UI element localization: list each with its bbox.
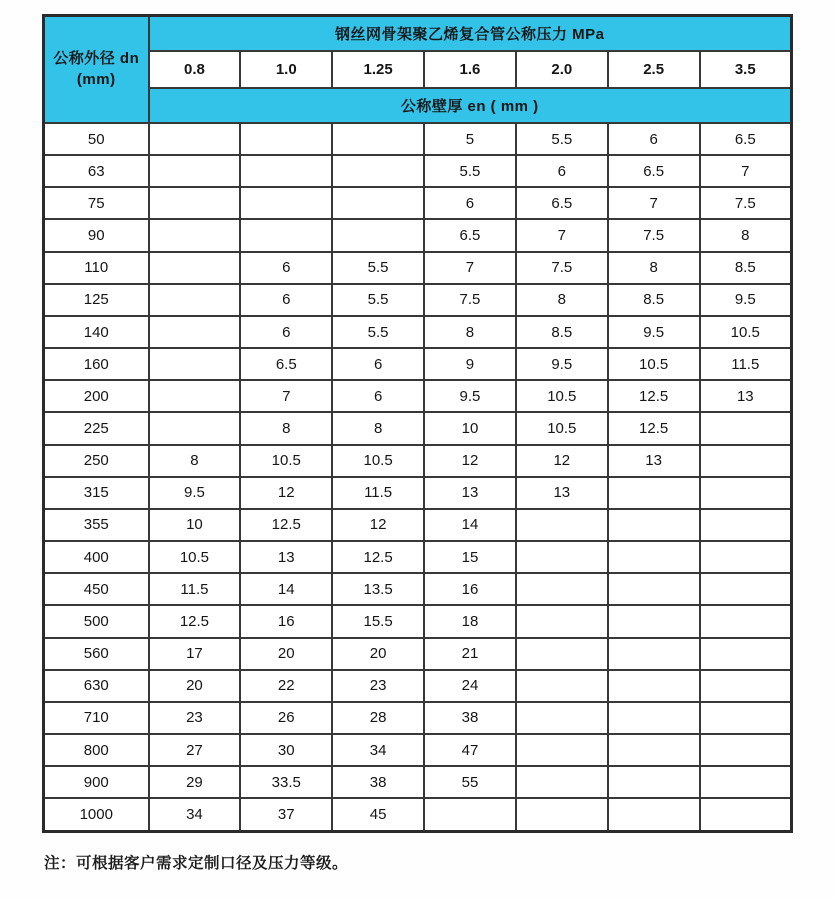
wall-thickness-cell: 5.5: [332, 252, 424, 284]
wall-thickness-cell: 23: [149, 702, 241, 734]
table-row: [44, 155, 792, 187]
wall-thickness-cell: 8.5: [608, 284, 700, 316]
wall-thickness-cell: 22: [240, 670, 332, 702]
dn-value-cell: 125: [44, 284, 149, 316]
wall-thickness-cell: [516, 702, 608, 734]
wall-thickness-cell: 14: [424, 509, 516, 541]
wall-thickness-cell: [608, 734, 700, 766]
table-row: [44, 219, 792, 251]
table-row: [44, 766, 792, 798]
wall-thickness-cell: 10.5: [240, 445, 332, 477]
dn-value-cell: 900: [44, 766, 149, 798]
wall-thickness-cell: 12: [424, 445, 516, 477]
wall-thickness-cell: 45: [332, 798, 424, 831]
wall-thickness-cell: [700, 766, 792, 798]
wall-thickness-cell: [516, 605, 608, 637]
dn-value-cell: 355: [44, 509, 149, 541]
wall-thickness-cell: [149, 187, 241, 219]
wall-thickness-cell: [608, 541, 700, 573]
wall-thickness-cell: 8: [332, 412, 424, 444]
table-row: [44, 509, 792, 541]
wall-thickness-cell: 9.5: [516, 348, 608, 380]
table-title-row: [44, 16, 792, 52]
wall-thickness-cell: 8: [608, 252, 700, 284]
wall-thickness-cell: 6: [608, 123, 700, 155]
pressure-col-header: 2.5: [608, 51, 700, 88]
dn-value-cell: 50: [44, 123, 149, 155]
wall-thickness-cell: [608, 573, 700, 605]
table-row: [44, 798, 792, 831]
wall-thickness-cell: 11.5: [332, 477, 424, 509]
table-title: 钢丝网骨架聚乙烯复合管公称压力 MPa: [149, 16, 792, 52]
wall-thickness-cell: 12.5: [608, 412, 700, 444]
wall-thickness-cell: 34: [332, 734, 424, 766]
wall-thickness-cell: 15.5: [332, 605, 424, 637]
wall-thickness-cell: 12.5: [608, 380, 700, 412]
wall-thickness-cell: 8.5: [700, 252, 792, 284]
wall-thickness-cell: 5: [424, 123, 516, 155]
dn-header-line1: 公称外径 dn: [53, 50, 140, 68]
wall-thickness-cell: 9.5: [424, 380, 516, 412]
wall-thickness-cell: 7.5: [516, 252, 608, 284]
wall-thickness-cell: 33.5: [240, 766, 332, 798]
table-row: [44, 734, 792, 766]
wall-thickness-cell: [700, 477, 792, 509]
pressure-col-header: 0.8: [149, 51, 241, 88]
table-row: [44, 605, 792, 637]
wall-thickness-cell: [516, 541, 608, 573]
wall-thickness-cell: 6: [240, 252, 332, 284]
wall-thickness-cell: 14: [240, 573, 332, 605]
dn-value-cell: 250: [44, 445, 149, 477]
wall-thickness-cell: 12.5: [240, 509, 332, 541]
table-row: [44, 348, 792, 380]
table-row: [44, 380, 792, 412]
wall-thickness-cell: 13.5: [332, 573, 424, 605]
wall-thickness-cell: [700, 573, 792, 605]
wall-thickness-cell: [516, 798, 608, 831]
wall-thickness-cell: [332, 187, 424, 219]
wall-thickness-cell: [149, 412, 241, 444]
wall-thickness-cell: 10.5: [149, 541, 241, 573]
wall-thickness-cell: 5.5: [332, 284, 424, 316]
wall-thickness-cell: 12.5: [149, 605, 241, 637]
wall-thickness-cell: 9.5: [608, 316, 700, 348]
wall-thickness-cell: 12: [240, 477, 332, 509]
wall-thickness-cell: 47: [424, 734, 516, 766]
pressure-col-header: 1.0: [240, 51, 332, 88]
wall-thickness-cell: 8: [516, 284, 608, 316]
wall-thickness-cell: 5.5: [516, 123, 608, 155]
dn-value-cell: 110: [44, 252, 149, 284]
pressure-col-header: 2.0: [516, 51, 608, 88]
wall-thickness-cell: 18: [424, 605, 516, 637]
pressure-col-header: 1.6: [424, 51, 516, 88]
wall-thickness-cell: [149, 284, 241, 316]
wall-thickness-cell: 6: [240, 316, 332, 348]
wall-thickness-cell: 7.5: [700, 187, 792, 219]
wall-thickness-cell: [149, 380, 241, 412]
wall-thickness-cell: 7: [700, 155, 792, 187]
wall-thickness-cell: 12: [332, 509, 424, 541]
wall-thickness-cell: [608, 670, 700, 702]
dn-value-cell: 140: [44, 316, 149, 348]
wall-thickness-cell: 9: [424, 348, 516, 380]
wall-thickness-cell: [700, 541, 792, 573]
wall-thickness-cell: 7: [516, 219, 608, 251]
wall-thickness-cell: [700, 670, 792, 702]
pressure-col-header: 3.5: [700, 51, 792, 88]
wall-thickness-cell: [700, 702, 792, 734]
dn-value-cell: 75: [44, 187, 149, 219]
wall-thickness-cell: 6: [332, 348, 424, 380]
wall-thickness-cell: [149, 252, 241, 284]
dn-header-line2: (mm): [76, 70, 116, 88]
wall-thickness-cell: 6: [516, 155, 608, 187]
wall-thickness-cell: 10.5: [516, 412, 608, 444]
wall-thickness-cell: 55: [424, 766, 516, 798]
wall-thickness-cell: 20: [240, 638, 332, 670]
wall-thickness-cell: [608, 605, 700, 637]
wall-thickness-cell: 6.5: [424, 219, 516, 251]
wall-thickness-cell: 9.5: [149, 477, 241, 509]
wall-thickness-cell: 27: [149, 734, 241, 766]
wall-thickness-cell: 6.5: [700, 123, 792, 155]
wall-thickness-cell: 10.5: [332, 445, 424, 477]
wall-thickness-cell: [700, 734, 792, 766]
dn-value-cell: 63: [44, 155, 149, 187]
wall-thickness-cell: 6.5: [608, 155, 700, 187]
wall-thickness-cell: [608, 798, 700, 831]
wall-thickness-cell: [516, 734, 608, 766]
wall-thickness-subheader: 公称壁厚 en ( mm ): [149, 88, 792, 123]
table-row: [44, 638, 792, 670]
wall-thickness-cell: 34: [149, 798, 241, 831]
wall-thickness-cell: [149, 155, 241, 187]
dn-value-cell: 450: [44, 573, 149, 605]
wall-thickness-cell: 10.5: [608, 348, 700, 380]
wall-thickness-cell: 8: [424, 316, 516, 348]
wall-thickness-cell: [608, 477, 700, 509]
dn-value-cell: 200: [44, 380, 149, 412]
wall-thickness-cell: 7.5: [608, 219, 700, 251]
table-body: [44, 123, 792, 832]
dn-value-cell: 800: [44, 734, 149, 766]
dn-value-cell: 225: [44, 412, 149, 444]
table-row: [44, 445, 792, 477]
wall-thickness-cell: [149, 219, 241, 251]
wall-thickness-cell: 12: [516, 445, 608, 477]
wall-thickness-cell: 13: [700, 380, 792, 412]
wall-thickness-cell: [700, 509, 792, 541]
wall-thickness-cell: 6: [424, 187, 516, 219]
wall-thickness-cell: 37: [240, 798, 332, 831]
wall-thickness-cell: [149, 348, 241, 380]
wall-thickness-cell: [700, 412, 792, 444]
wall-thickness-cell: 17: [149, 638, 241, 670]
col-header-nominal-outer-diameter: [44, 16, 149, 124]
wall-thickness-cell: [149, 316, 241, 348]
table-row: [44, 412, 792, 444]
dn-value-cell: 315: [44, 477, 149, 509]
wall-thickness-cell: [608, 509, 700, 541]
wall-thickness-cell: [516, 670, 608, 702]
wall-thickness-cell: 9.5: [700, 284, 792, 316]
wall-thickness-subheader-row: [44, 88, 792, 123]
table-row: [44, 123, 792, 155]
dn-value-cell: 90: [44, 219, 149, 251]
wall-thickness-cell: [240, 155, 332, 187]
wall-thickness-cell: 24: [424, 670, 516, 702]
dn-value-cell: 630: [44, 670, 149, 702]
wall-thickness-cell: 10: [149, 509, 241, 541]
wall-thickness-cell: 11.5: [700, 348, 792, 380]
wall-thickness-cell: [332, 123, 424, 155]
wall-thickness-cell: 6: [332, 380, 424, 412]
wall-thickness-cell: 23: [332, 670, 424, 702]
wall-thickness-cell: [608, 702, 700, 734]
wall-thickness-cell: 26: [240, 702, 332, 734]
table-row: [44, 573, 792, 605]
wall-thickness-cell: [332, 219, 424, 251]
table-row: [44, 187, 792, 219]
wall-thickness-cell: [516, 509, 608, 541]
wall-thickness-cell: 28: [332, 702, 424, 734]
wall-thickness-cell: 7.5: [424, 284, 516, 316]
table-row: [44, 477, 792, 509]
wall-thickness-cell: 13: [424, 477, 516, 509]
table-row: [44, 541, 792, 573]
wall-thickness-cell: 5.5: [332, 316, 424, 348]
wall-thickness-cell: [516, 638, 608, 670]
dn-value-cell: 500: [44, 605, 149, 637]
wall-thickness-cell: [700, 605, 792, 637]
table-row: [44, 252, 792, 284]
dn-value-cell: 560: [44, 638, 149, 670]
wall-thickness-cell: 10: [424, 412, 516, 444]
wall-thickness-cell: [608, 638, 700, 670]
table-row: [44, 670, 792, 702]
wall-thickness-cell: [240, 219, 332, 251]
footnote: 注：可根据客户需求定制口径及压力等级。: [44, 855, 349, 872]
wall-thickness-cell: 20: [332, 638, 424, 670]
pipe-pressure-spec-table: [42, 14, 793, 833]
wall-thickness-cell: [516, 766, 608, 798]
pressure-col-header: 1.25: [332, 51, 424, 88]
wall-thickness-cell: 16: [240, 605, 332, 637]
wall-thickness-cell: [424, 798, 516, 831]
wall-thickness-cell: 30: [240, 734, 332, 766]
wall-thickness-cell: 13: [240, 541, 332, 573]
wall-thickness-cell: [240, 187, 332, 219]
wall-thickness-cell: 10.5: [516, 380, 608, 412]
dn-value-cell: 400: [44, 541, 149, 573]
wall-thickness-cell: 38: [424, 702, 516, 734]
wall-thickness-cell: 13: [608, 445, 700, 477]
wall-thickness-cell: 7: [424, 252, 516, 284]
dn-value-cell: 1000: [44, 798, 149, 831]
wall-thickness-cell: 10.5: [700, 316, 792, 348]
wall-thickness-cell: [332, 155, 424, 187]
wall-thickness-cell: 16: [424, 573, 516, 605]
wall-thickness-cell: 8: [700, 219, 792, 251]
wall-thickness-cell: 8: [240, 412, 332, 444]
wall-thickness-cell: [700, 638, 792, 670]
wall-thickness-cell: 12.5: [332, 541, 424, 573]
wall-thickness-cell: 7: [608, 187, 700, 219]
wall-thickness-cell: [700, 798, 792, 831]
wall-thickness-cell: 15: [424, 541, 516, 573]
table-row: [44, 316, 792, 348]
wall-thickness-cell: 20: [149, 670, 241, 702]
dn-value-cell: 710: [44, 702, 149, 734]
wall-thickness-cell: 6.5: [240, 348, 332, 380]
wall-thickness-cell: 8.5: [516, 316, 608, 348]
wall-thickness-cell: 13: [516, 477, 608, 509]
wall-thickness-cell: 38: [332, 766, 424, 798]
wall-thickness-cell: [608, 766, 700, 798]
pressure-values-row: [44, 51, 792, 88]
table-row: [44, 702, 792, 734]
wall-thickness-cell: [149, 123, 241, 155]
wall-thickness-cell: [240, 123, 332, 155]
wall-thickness-cell: 5.5: [424, 155, 516, 187]
wall-thickness-cell: 11.5: [149, 573, 241, 605]
wall-thickness-cell: 29: [149, 766, 241, 798]
wall-thickness-cell: 21: [424, 638, 516, 670]
wall-thickness-cell: [516, 573, 608, 605]
wall-thickness-cell: 7: [240, 380, 332, 412]
dn-value-cell: 160: [44, 348, 149, 380]
table-row: [44, 284, 792, 316]
wall-thickness-cell: 8: [149, 445, 241, 477]
wall-thickness-cell: 6.5: [516, 187, 608, 219]
wall-thickness-cell: 6: [240, 284, 332, 316]
wall-thickness-cell: [700, 445, 792, 477]
